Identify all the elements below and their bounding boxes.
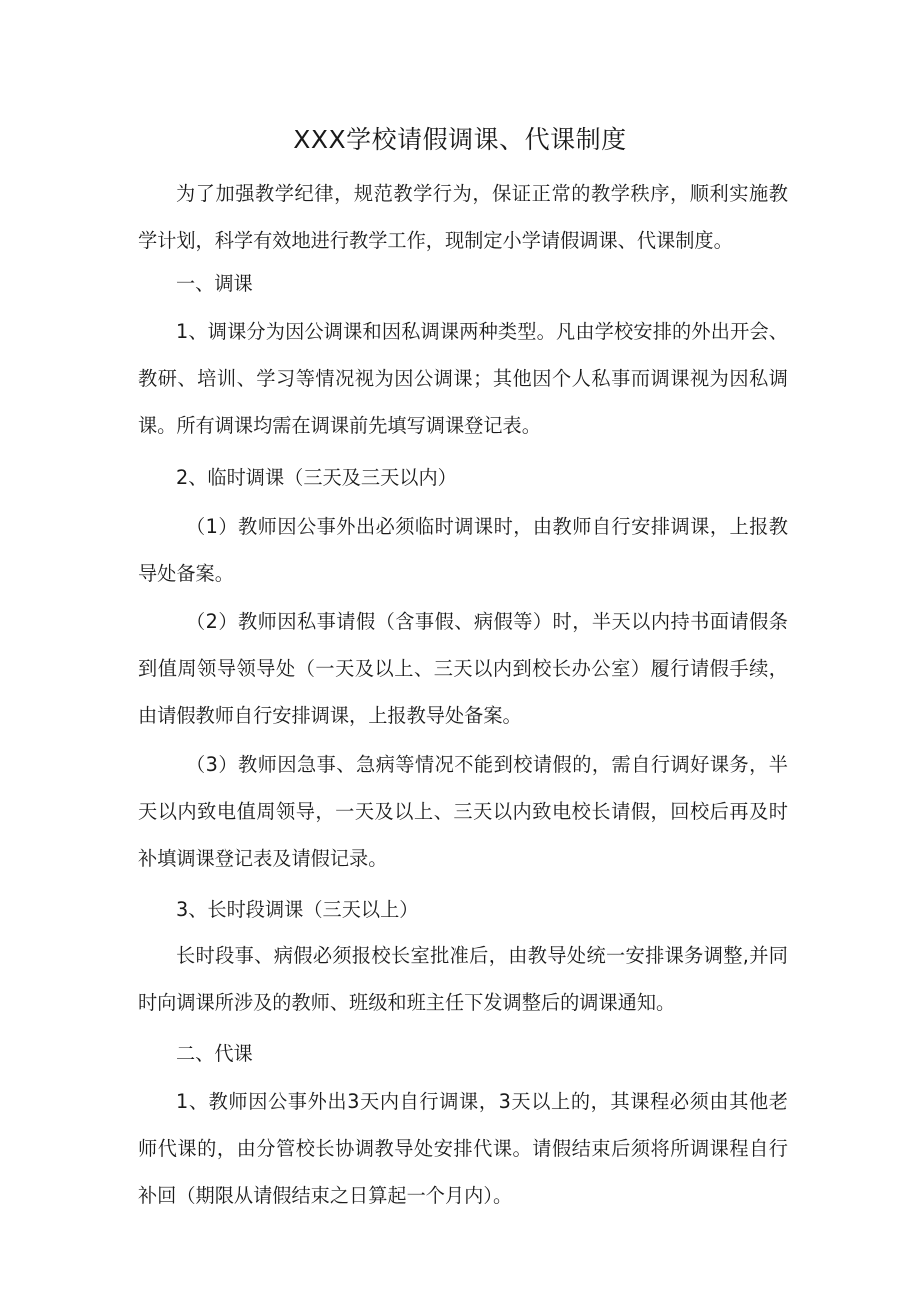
paragraph-long-adjust: 长时段事、病假必须报校长室批准后，由教导处统一安排课务调整,并同时向调课所涉及的教师、班级和班主任下发调整后的调课通知。: [138, 944, 788, 1014]
section-heading-substitute: 二、代课: [176, 1042, 253, 1065]
paragraph-item-2: （2）教师因私事请假（含事假、病假等）时，半天以内持书面请假条到值周领导领导处（一天及以上、三天以内到校长办公室）履行请假手续，由请假教师自行安排调课，上报教导处备案。: [138, 610, 788, 727]
subheading-temporary-adjust: 2、临时调课（三天及三天以内）: [176, 466, 457, 489]
document-title: XXX学校请假调课、代课制度: [293, 125, 627, 154]
paragraph-adjust-types: 1、调课分为因公调课和因私调课两种类型。凡由学校安排的外出开会、教研、培训、学习等情况视为因公调课；其他因个人私事而调课视为因私调课。所有调课均需在调课前先填写调课登记表。: [138, 320, 788, 437]
paragraph-item-3: （3）教师因急事、急病等情况不能到校请假的，需自行调好课务，半天以内致电值周领导，一天及以上、三天以内致电校长请假，回校后再及时补填调课登记表及请假记录。: [138, 753, 788, 870]
section-heading-adjust: 一、调课: [176, 272, 253, 295]
paragraph-substitute-1: 1、教师因公事外出3天内自行调课，3天以上的，其课程必须由其他老师代课的，由分管校长协调教导处安排代课。请假结束后须将所调课程自行补回（期限从请假结束之日算起一个月内）。: [138, 1090, 788, 1207]
paragraph-item-1: （1）教师因公事外出必须临时调课时，由教师自行安排调课，上报教导处备案。: [138, 515, 788, 585]
intro-paragraph: 为了加强教学纪律，规范教学行为，保证正常的教学秩序，顺利实施教学计划，科学有效地进行教学工作，现制定小学请假调课、代课制度。: [138, 182, 788, 252]
subheading-long-adjust: 3、长时段调课（三天以上）: [176, 898, 419, 921]
